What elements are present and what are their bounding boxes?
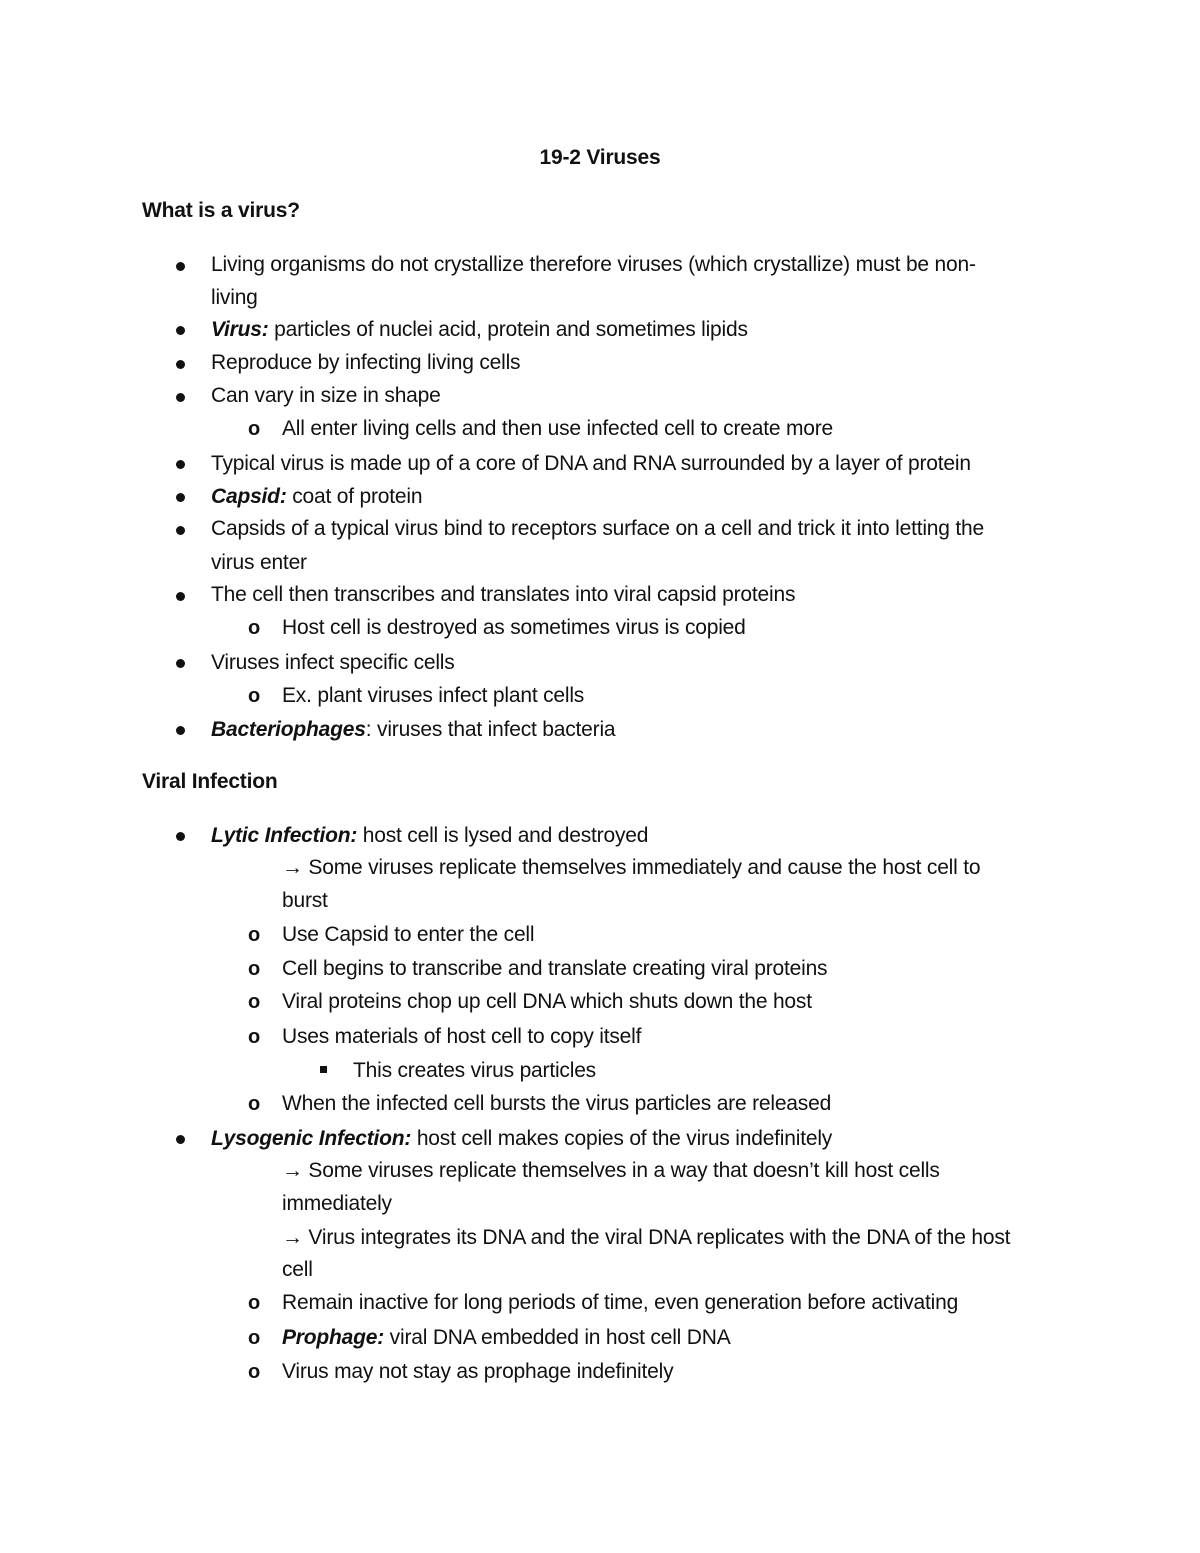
list-item-text: All enter living cells and then use infected cell to create more [282, 417, 834, 440]
list-item [211, 383, 441, 409]
list-item-text: coat of protein [286, 485, 423, 508]
section-heading-viral-infection: Viral Infection [142, 770, 278, 793]
list-item-text: Virus may not stay as prophage indefinitely [282, 1360, 674, 1383]
list-item-arrow [282, 1158, 940, 1184]
list-item-text: → Some viruses replicate themselves immediately and cause the host cell to [282, 856, 981, 879]
section-heading-what-is-a-virus: What is a virus? [142, 199, 300, 222]
term-lysogenic-infection: Lysogenic Infection: [211, 1127, 412, 1150]
list-item-arrow [282, 1225, 1010, 1251]
list-item-text: Cell begins to transcribe and translate creating viral proteins [282, 957, 828, 980]
list-item [211, 823, 648, 849]
list-item [211, 582, 795, 608]
bullet-circle: o [248, 1361, 261, 1383]
bullet-circle: o [248, 1026, 261, 1048]
list-item-text: Remain inactive for long periods of time, even generation before activating [282, 1291, 959, 1314]
list-item [211, 451, 971, 477]
term-bacteriophages: Bacteriophages [211, 718, 366, 741]
list-item-text: host cell is lysed and destroyed [357, 824, 649, 847]
bullet-dot [176, 726, 185, 735]
list-item-continuation [211, 550, 307, 576]
list-item-arrow [282, 855, 980, 881]
bullet-dot [176, 393, 185, 402]
list-item-text: Can vary in size in shape [211, 384, 441, 407]
list-item [211, 516, 984, 542]
list-item-text: virus enter [211, 551, 307, 574]
list-item-text: Uses materials of host cell to copy itself [282, 1025, 642, 1048]
list-item [211, 650, 455, 676]
bullet-dot [176, 1135, 185, 1144]
list-item [282, 1325, 731, 1351]
list-item-text: Typical virus is made up of a core of DNA and RNA surrounded by a layer of protein [211, 452, 971, 475]
list-item-text: The cell then transcribes and translates into viral capsid proteins [211, 583, 796, 606]
list-item [282, 1024, 641, 1050]
list-item-continuation [211, 285, 258, 311]
list-item-text: → Virus integrates its DNA and the viral DNA replicates with the DNA of the host [282, 1226, 1011, 1249]
list-item-text: viral DNA embedded in host cell DNA [384, 1326, 731, 1349]
bullet-circle: o [248, 1327, 261, 1349]
bullet-dot [176, 360, 185, 369]
list-item-text: When the infected cell bursts the virus particles are released [282, 1092, 832, 1115]
bullet-circle: o [248, 418, 261, 440]
list-item [211, 1126, 832, 1152]
list-item-text: Ex. plant viruses infect plant cells [282, 684, 585, 707]
bullet-dot [176, 832, 185, 841]
list-item [282, 683, 584, 709]
bullet-circle: o [248, 1093, 261, 1115]
list-item-text: burst [282, 889, 328, 912]
list-item-continuation [282, 888, 328, 914]
list-item-text: Reproduce by infecting living cells [211, 351, 521, 374]
bullet-square [320, 1066, 327, 1073]
list-item-continuation [282, 1191, 392, 1217]
bullet-circle: o [248, 924, 261, 946]
list-item [282, 416, 833, 442]
bullet-dot [176, 460, 185, 469]
list-item [282, 1091, 831, 1117]
term-lytic-infection: Lytic Infection: [211, 824, 358, 847]
list-item-text: Capsids of a typical virus bind to receptors surface on a cell and trick it into letting the [211, 517, 984, 540]
bullet-dot [176, 526, 185, 535]
list-item [211, 350, 520, 376]
list-item-text: Viruses infect specific cells [211, 651, 455, 674]
list-item [211, 484, 422, 510]
list-item-text: Host cell is destroyed as sometimes virus is copied [282, 616, 746, 639]
list-item-text: host cell makes copies of the virus indefinitely [411, 1127, 833, 1150]
list-item-text: This creates virus particles [353, 1059, 596, 1082]
list-item [211, 317, 748, 343]
bullet-circle: o [248, 958, 261, 980]
list-item-text: living [211, 286, 258, 309]
bullet-dot [176, 326, 185, 335]
bullet-circle: o [248, 685, 261, 707]
bullet-dot [176, 262, 185, 271]
bullet-dot [176, 493, 185, 502]
bullet-dot [176, 592, 185, 601]
list-item [282, 615, 746, 641]
list-item-continuation [282, 1257, 313, 1283]
list-item-text: Use Capsid to enter the cell [282, 923, 535, 946]
list-item [282, 922, 534, 948]
bullet-circle: o [248, 991, 261, 1013]
bullet-dot [176, 659, 185, 668]
term-virus: Virus: [211, 318, 269, 341]
list-item-text: particles of nuclei acid, protein and sometimes lipids [268, 318, 748, 341]
list-item [353, 1058, 596, 1084]
bullet-circle: o [248, 1292, 261, 1314]
list-item [282, 956, 827, 982]
page-title: 19-2 Viruses [539, 146, 661, 169]
list-item [282, 989, 812, 1015]
list-item [211, 717, 615, 743]
list-item-text: : viruses that infect bacteria [365, 718, 616, 741]
list-item-text: Living organisms do not crystallize therefore viruses (which crystallize) must be non- [211, 253, 976, 276]
list-item-text: immediately [282, 1192, 392, 1215]
list-item-text: Viral proteins chop up cell DNA which shuts down the host [282, 990, 812, 1013]
term-capsid: Capsid: [211, 485, 287, 508]
list-item [282, 1359, 673, 1385]
list-item-text: cell [282, 1258, 313, 1281]
term-prophage: Prophage: [282, 1326, 385, 1349]
list-item-text: → Some viruses replicate themselves in a way that doesn’t kill host cells [282, 1159, 940, 1182]
list-item [282, 1290, 958, 1316]
list-item [211, 252, 976, 278]
bullet-circle: o [248, 617, 261, 639]
